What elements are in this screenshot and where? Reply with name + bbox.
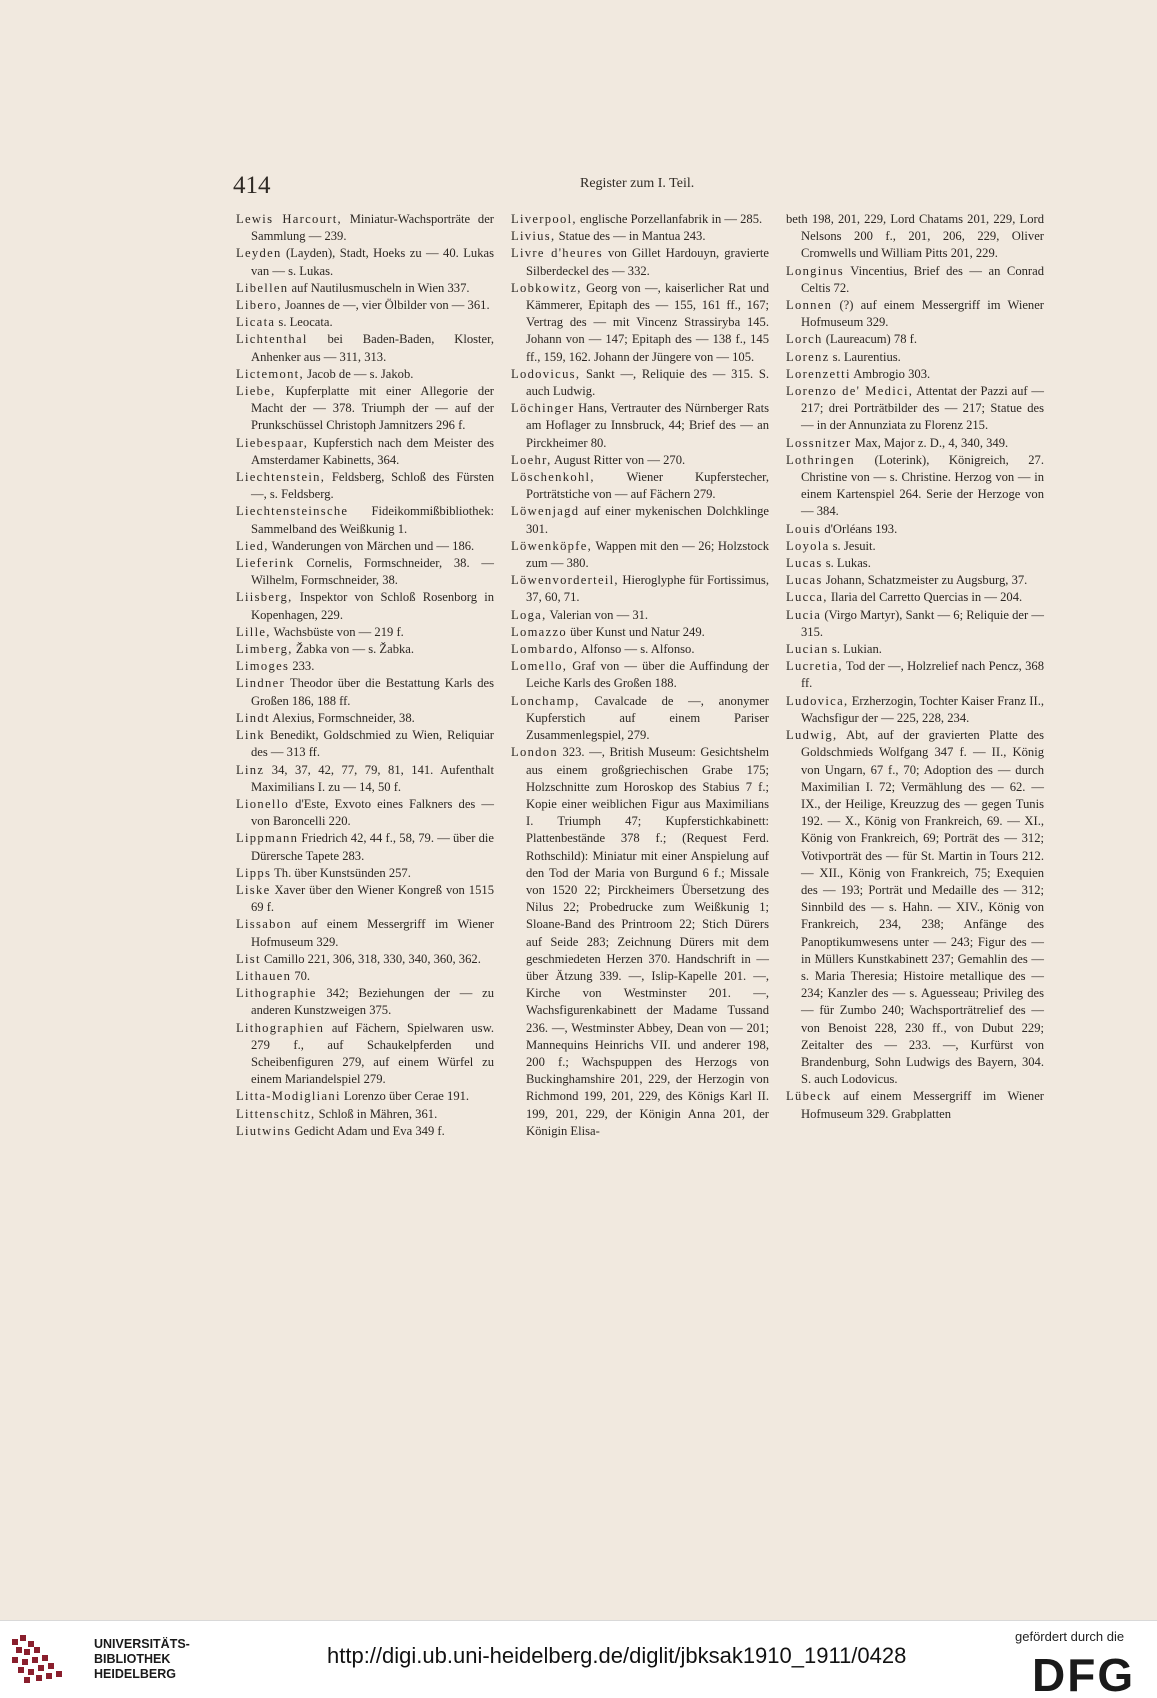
index-entry [236, 762, 494, 796]
entry-keyword: Ludwig, [786, 728, 838, 743]
entry-keyword: Lindner [236, 676, 285, 691]
entry-text: 233. [289, 659, 315, 674]
dfg-logo-text: DFG [1032, 1649, 1136, 1695]
entry-text: Kupferplatte mit einer Allegorie der Macht der — 378. Triumph der — auf der Prunkschüssel Christoph Jamnitzers 296 f. [251, 384, 494, 433]
entry-text: Cornelis, Formschneider, 38. — Wilhelm, Formschneider, 38. [251, 556, 494, 588]
entry-text: Graf von — über die Auffindung der Leiche Karls des Großen 188. [526, 659, 769, 691]
entry-keyword: Lossnitzer [786, 435, 852, 450]
index-entry [236, 796, 494, 830]
index-entry [236, 710, 494, 727]
entry-text: beth 198, 201, 229, Lord Chatams 201, 229, Lord Nelsons 200 f., 201, 206, 229, Oliver Cromwells und William Pitts 201, 229. [786, 212, 1044, 261]
entry-keyword: Lewis Harcourt, [236, 212, 342, 226]
index-column-2 [511, 211, 769, 1140]
index-entry [786, 589, 1044, 606]
entry-keyword: Löwenköpfe, [511, 538, 593, 553]
index-entry [236, 727, 494, 761]
entry-text: Ilaria del Carretto Quercias in — 204. [827, 590, 1023, 605]
index-entry [236, 366, 494, 383]
entry-keyword: Littenschitz, [236, 1106, 316, 1121]
entry-keyword: Lucian [786, 642, 829, 657]
entry-keyword: Liisberg, [236, 590, 293, 605]
entry-text: Inspektor von Schloß Rosenborg in Kopenhagen, 229. [251, 590, 494, 622]
entry-keyword: Longinus [786, 263, 844, 278]
index-entry [786, 538, 1044, 555]
entry-keyword: Lomazzo [511, 624, 567, 639]
index-column-1 [236, 211, 494, 1140]
entry-keyword: Lipps [236, 865, 272, 880]
entry-text: Vincentius, Brief des — an Conrad Celtis 72. [801, 263, 1044, 295]
entry-text: Attentat der Pazzi auf — 217; drei Porträtbilder des — 217; Statue des — in der Annunziata zu Florenz 215. [801, 384, 1045, 433]
entry-text: Joannes de —, vier Ölbilder von — 361. [281, 298, 490, 313]
entry-text: Tod der —, Holzrelief nach Pencz, 368 ff. [801, 659, 1044, 691]
entry-keyword: Lied, [236, 538, 269, 553]
entry-text: Statue des — in Mantua 243. [555, 229, 706, 244]
entry-text: (Layden), Stadt, Hoeks zu — 40. Lukas van — s. Lukas. [251, 246, 494, 278]
entry-keyword: Lodovicus, [511, 366, 581, 381]
entry-keyword: Liechtenstein, [236, 470, 326, 485]
entry-text: Georg von —, kaiserlicher Rat und Kämmerer, Epitaph des — 155, 161 ff., 167; Vertrag des — mit Vincenz Strassiryba 145. Johann von — 147; Epitaph des — 138 f., 145 ff., 159, 162. Johann der Jüngere von — 105. [526, 280, 769, 364]
index-entry [786, 263, 1044, 297]
index-entry [511, 228, 769, 245]
entry-keyword: Lucas [786, 573, 823, 588]
entry-keyword: Licata [236, 315, 276, 330]
index-entry [786, 297, 1044, 331]
entry-keyword: Lothringen [786, 452, 855, 467]
running-title: Register zum I. Teil. [580, 176, 695, 191]
index-entry [236, 538, 494, 555]
entry-text: Sankt —, Reliquie des — 315. S. auch Ludwig. [526, 366, 769, 399]
entry-keyword: London [511, 745, 558, 760]
entry-text: von Gillet Hardouyn, gravierte Silberdeckel des — 332. [526, 246, 769, 278]
index-entry [236, 1088, 494, 1105]
entry-keyword: Loyola [786, 538, 830, 553]
index-entry [786, 366, 1044, 383]
viewer-footer [0, 1620, 1157, 1698]
entry-text: auf Nautilusmuscheln in Wien 337. [288, 280, 470, 295]
entry-text: Wappen mit den — 26; Holzstock zum — 380. [526, 538, 769, 571]
index-entry [236, 1020, 494, 1089]
index-entry [236, 882, 494, 916]
entry-text: Wanderungen von Märchen und — 186. [268, 538, 475, 553]
index-entry [786, 521, 1044, 538]
entry-keyword: Libellen [236, 280, 289, 295]
index-entry [786, 658, 1044, 692]
index-entry [511, 641, 769, 658]
entry-text: Camillo 221, 306, 318, 330, 340, 360, 362. [260, 951, 481, 966]
index-entry [511, 744, 769, 1140]
entry-keyword: Ludovica, [786, 693, 849, 708]
index-entry [236, 985, 494, 1019]
entry-keyword: Lucas [786, 556, 823, 571]
entry-text: Kupferstich nach dem Meister des Amsterdamer Kabinetts, 364. [251, 435, 494, 467]
entry-text: Miniatur-Wachsporträte der Sammlung — 239. [251, 212, 494, 244]
entry-keyword: Lucia [786, 607, 822, 622]
index-entry [511, 211, 769, 228]
entry-keyword: Lithographie [236, 986, 317, 1001]
institution-line: HEIDELBERG [94, 1667, 176, 1681]
entry-text: Cavalcade de —, anonymer Kupferstich auf einem Pariser Zusammenlegspiel, 279. [526, 693, 769, 743]
index-entry [786, 349, 1044, 366]
entry-keyword: Lombardo, [511, 642, 579, 657]
entry-text: Wachsbüste von — 219 f. [270, 624, 404, 639]
entry-keyword: Lorenz [786, 349, 830, 364]
index-entry [786, 1088, 1044, 1122]
entry-keyword: Lucretia, [786, 659, 843, 674]
entry-text: 342; Beziehungen der — zu anderen Kunstzweigen 375. [251, 986, 494, 1018]
entry-keyword: Lichtenthal [236, 332, 308, 347]
entry-text: Žabka von — s. Žabka. [292, 642, 415, 657]
index-entry [236, 968, 494, 985]
entry-keyword: Liutwins [236, 1123, 292, 1138]
index-entry [236, 297, 494, 314]
entry-text: Benedikt, Goldschmied zu Wien, Reliquiar des — 313 ff. [251, 728, 494, 760]
index-entry [786, 331, 1044, 348]
entry-text: Max, Major z. D., 4, 340, 349. [851, 435, 1009, 450]
permalink-url[interactable]: http://digi.ub.uni-heidelberg.de/diglit/jbksak1910_1911/0428 [327, 1643, 907, 1668]
index-entry [236, 245, 494, 279]
entry-keyword: Löchinger [511, 401, 575, 416]
institution-line: UNIVERSITÄTS- [94, 1637, 190, 1651]
entry-keyword: Löwenvorderteil, [511, 573, 619, 588]
entry-keyword: Limoges [236, 659, 290, 674]
index-entry [236, 314, 494, 331]
index-entry [236, 830, 494, 864]
entry-keyword: Litta-Modigliani [236, 1089, 341, 1104]
entry-keyword: Löwenjagd [511, 504, 580, 519]
entry-text: Ambrogio 303. [850, 366, 931, 381]
entry-text: 323. —, British Museum: Gesichtshelm aus einem großgriechischen Grabe 175; Holzschnitte zum Horoskop des Stabius 7 f.; Kopie einer weiblichen Figur aus Maximilians I. Triumph 47; Kupferstichkabinett: Plattenbestände 378 f.; (Request Ferd. Rothschild): Miniatur mit einer Anspielung auf den Tod der Maria von Burgund 6 f.; Missale von 1520 22; Pirckheimers Übersetzung des Nilus 22; Probedrucke zum Weißkunig 1; Sloane-Band des Printroom 22; Stich Dürers auf Seide 283; Zeichnung Dürers mit dem geschmiedeten Herzen 370. Handschrift in — über Ätzung 339. —, Islip-Kapelle 201. —, Kirche von Westminster 201. —, Wachsfigurenkabinett der Madame Tussand 236. —, Westminster Abbey, Dean von — 201; Mannequins Heinrichs VII. und anderer 198, 200 f.; Wachspuppen des Herzogs von Buckinghamshire 201, 229, der Herzogin von Richmond 199, 201, 229, des Königs Karl II. 199, 201, 229, der Königin Anna 201, der Königin Elisa- [526, 745, 769, 1138]
institution-line: BIBLIOTHEK [94, 1652, 171, 1666]
index-entry [511, 538, 769, 572]
index-entry [236, 1106, 494, 1123]
index-entry [786, 693, 1044, 727]
index-entry [236, 641, 494, 658]
entry-keyword: Limberg, [236, 642, 293, 657]
entry-text: d'Orléans 193. [821, 521, 898, 536]
entry-text: Hieroglyphe für Fortissimus, 37, 60, 71. [526, 573, 769, 605]
entry-text: Feldsberg, Schloß des Fürsten —, s. Feldsberg. [251, 470, 494, 502]
index-entry [236, 865, 494, 882]
entry-text: Th. über Kunstsünden 257. [271, 865, 411, 880]
index-entry [236, 469, 494, 503]
entry-text: s. Laurentius. [829, 349, 901, 364]
entry-text: 34, 37, 42, 77, 79, 81, 141. Aufenthalt Maximilians I. zu — 14, 50 f. [251, 762, 494, 794]
funded-by-label: gefördert durch die [1015, 1629, 1125, 1644]
entry-keyword: Lithographien [236, 1020, 325, 1035]
index-entry [511, 693, 769, 745]
index-entry [511, 366, 769, 400]
index-entry [236, 624, 494, 641]
entry-text: Jacob de — s. Jakob. [303, 366, 414, 381]
entry-text: s. Jesuit. [829, 538, 876, 553]
index-entry [236, 658, 494, 675]
entry-keyword: Liverpool, [511, 212, 577, 226]
index-entry [236, 211, 494, 245]
entry-text: (Virgo Martyr), Sankt — 6; Reliquie der — 315. [801, 607, 1044, 639]
index-entry [236, 435, 494, 469]
entry-text: s. Leocata. [275, 315, 333, 330]
entry-text: Abt, auf der gravierten Platte des Goldschmieds Wolfgang 347 f. — II., König von Ungarn, 67 f., 70; Adoption des — durch Maximilian I. 72; Vermählung des — 62. — IX., der Heilige, Kreuzzug des — gegen Tunis 192. — X., König von Frankreich, 69. — XI., König von Frankreich, 69; Porträt des — 312; Votivporträt des — für St. Martin in Tours 212. — XII., König von Frankreich, 75; Exequien des — 193; Porträt und Medaille des — 312; Sinnbild des — s. Hahn. — XIV., König von Frankreich, 234, 238; Anfänge des Panoptikumwesens unter — 243; Figur des — in Müllers Kunstkabinett 237; Gemahlin des — s. Maria Theresia; Histoire metallique des — 234; Kanzler des — s. Aguesseau; Privileg des — für Zumbo 240; Wachsporträtrelief des — von Benoist 228, 230 ff., von Dubut 229; Zeitalter des — 233. —, Kurfürst von Brandenburg, Sohn Ludwigs des Bayern, 304. S. auch Lodovicus. [801, 728, 1044, 1087]
index-entry [236, 555, 494, 589]
entry-text: Alexius, Formschneider, 38. [269, 710, 415, 725]
entry-text: auf einem Messergriff im Wiener Hofmuseum 329. Grabplatten [801, 1089, 1044, 1121]
entry-text: Xaver über den Wiener Kongreß von 1515 69 f. [251, 882, 494, 915]
entry-keyword: Lithauen [236, 968, 292, 983]
index-entry [236, 675, 494, 709]
entry-keyword: Lissabon [236, 917, 292, 932]
entry-text: s. Lukian. [828, 642, 882, 657]
institution-name [94, 1637, 190, 1682]
entry-keyword: Lieferink [236, 556, 295, 571]
index-entry [786, 727, 1044, 1088]
entry-keyword: List [236, 951, 261, 966]
index-entry [786, 383, 1044, 435]
entry-keyword: Liske [236, 882, 271, 897]
index-entry [786, 452, 1044, 521]
entry-text: (Laureacum) 78 f. [822, 332, 917, 347]
index-entry [786, 435, 1044, 452]
entry-text: 70. [291, 968, 311, 983]
entry-keyword: Louis [786, 521, 822, 536]
entry-text: auf einer mykenischen Dolchklinge 301. [526, 504, 769, 536]
index-entry [786, 211, 1044, 263]
entry-text: englische Porzellanfabrik in — 285. [576, 212, 763, 226]
index-entry [511, 607, 769, 624]
entry-text: Friedrich 42, 44 f., 58, 79. — über die Dürersche Tapete 283. [251, 831, 494, 863]
index-entry [236, 503, 494, 537]
entry-text: bei Baden-Baden, Kloster, Anhenker aus — 311, 313. [251, 332, 494, 364]
entry-keyword: Link [236, 728, 265, 743]
index-entry [786, 607, 1044, 641]
entry-keyword: Libero, [236, 298, 282, 313]
entry-text: Valerian von — 31. [546, 607, 649, 622]
entry-keyword: Lindt [236, 710, 270, 725]
entry-text: Wiener Kupferstecher, Porträtstiche von — auf Fächern 279. [526, 470, 769, 502]
entry-keyword: Lorch [786, 332, 823, 347]
entry-keyword: Liechtensteinsche [236, 504, 349, 519]
entry-keyword: Loehr, [511, 452, 552, 467]
entry-keyword: Lippmann [236, 831, 299, 846]
index-column-3 [786, 211, 1044, 1123]
index-entry [511, 400, 769, 452]
index-entry [511, 572, 769, 606]
entry-text: Lorenzo über Cerae 191. [340, 1089, 470, 1104]
entry-keyword: Lucca, [786, 590, 828, 605]
index-entry [511, 624, 769, 641]
entry-text: Hans, Vertrauter des Nürnberger Rats am Hoflager zu Innsbruck, 44; Brief des — an Pirckheimer 80. [526, 401, 769, 450]
entry-keyword: Löschenkohl, [511, 470, 595, 485]
entry-keyword: Lübeck [786, 1089, 832, 1104]
index-entry [511, 658, 769, 692]
entry-keyword: Lorenzo de' Medici, [786, 384, 914, 399]
entry-keyword: Leyden [236, 246, 282, 261]
university-library-logo-icon [10, 1633, 80, 1685]
entry-keyword: Liebe, [236, 384, 276, 399]
entry-text: Erzherzogin, Tochter Kaiser Franz II., Wachsfigur der — 225, 228, 234. [801, 693, 1044, 725]
entry-text: über Kunst und Natur 249. [566, 624, 705, 639]
index-entry [236, 1123, 494, 1140]
entry-keyword: Lionello [236, 796, 290, 811]
index-entry [511, 503, 769, 537]
page-number: 414 [233, 172, 271, 199]
entry-keyword: Linz [236, 762, 265, 777]
entry-text: auf einem Messergriff im Wiener Hofmuseum 329. [251, 917, 494, 949]
index-entry [236, 331, 494, 365]
entry-keyword: Livre d'heures [511, 246, 603, 261]
entry-keyword: Lonchamp, [511, 693, 580, 708]
entry-keyword: Liebespaar, [236, 435, 309, 450]
entry-text: Johann, Schatzmeister zu Augsburg, 37. [822, 573, 1028, 588]
entry-text: Alfonso — s. Alfonso. [578, 642, 695, 657]
entry-text: Theodor über die Bestattung Karls des Großen 186, 188 ff. [251, 676, 494, 708]
index-entry [236, 383, 494, 435]
entry-keyword: Livius, [511, 229, 556, 244]
entry-keyword: Lictemont, [236, 366, 304, 381]
index-entry [511, 245, 769, 279]
entry-text: Gedicht Adam und Eva 349 f. [291, 1123, 445, 1138]
entry-keyword: Lorenzetti [786, 366, 851, 381]
entry-text: Fideikommißbibliothek: Sammelband des Weißkunig 1. [251, 504, 494, 536]
index-entry [511, 280, 769, 366]
index-entry [236, 951, 494, 968]
entry-text: (?) auf einem Messergriff im Wiener Hofmuseum 329. [801, 298, 1044, 330]
entry-text: d'Este, Exvoto eines Falkners des — von Baroncelli 220. [251, 796, 494, 829]
index-entry [511, 469, 769, 503]
entry-keyword: Lomello, [511, 659, 568, 674]
index-entry [236, 280, 494, 297]
index-entry [786, 641, 1044, 658]
entry-text: August Ritter von — 270. [551, 452, 686, 467]
entry-text: s. Lukas. [822, 556, 871, 571]
index-entry [236, 916, 494, 950]
index-entry [511, 452, 769, 469]
index-entry [786, 555, 1044, 572]
entry-text: (Loterink), Königreich, 27. Christine von — s. Christine. Herzog von — in einem Kartenspiel 264. Serie der Herzoge von — 384. [801, 452, 1044, 519]
entry-keyword: Lobkowitz, [511, 280, 582, 295]
entry-text: auf Fächern, Spielwaren usw. 279 f., auf Schaukelpferden und Scheibenfiguren 279, auf einem Würfel zu einem Mariandelspiel 279. [251, 1020, 494, 1087]
index-entry [236, 589, 494, 623]
dfg-logo-icon [1030, 1649, 1142, 1695]
entry-keyword: Lonnen [786, 298, 833, 313]
entry-text: Schloß in Mähren, 361. [315, 1106, 438, 1121]
entry-keyword: Lille, [236, 624, 271, 639]
index-entry [786, 572, 1044, 589]
entry-keyword: Loga, [511, 607, 547, 622]
